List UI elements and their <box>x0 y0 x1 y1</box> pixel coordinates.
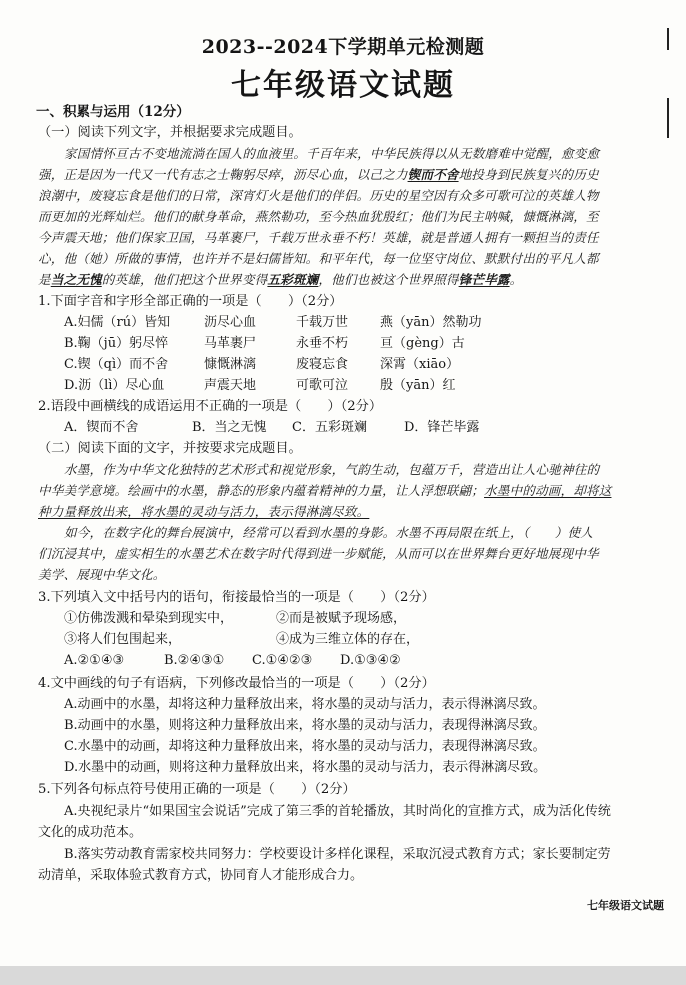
question-4-option: C.水墨中的动画，却将这种力量释放出来，将水墨的灵动与活力，表现得淋漓尽致。 <box>64 739 546 754</box>
section-heading: 一、积累与运用（12分） <box>36 104 190 120</box>
question-1-stem: 1.下面字音和字形全部正确的一项是（ ）（2分） <box>38 294 343 309</box>
question-4-option: B.动画中的水墨，则将这种力量释放出来，将水墨的灵动与活力，表现得淋漓尽致。 <box>64 718 546 733</box>
passage-line: 家国情怀亘古不变地流淌在国人的血液里。千百年来，中华民族得以从无数磨难中觉醒，愈变愈 <box>64 146 600 161</box>
underlined-idiom: 五彩斑斓 <box>267 272 319 287</box>
exam-page: 2023--2024下学期单元检测题 七年级语文试题 一、积累与运用（12分） （一）阅读下列文字，并根据要求完成题目。 家国情怀亘古不变地流淌在国人的血液里。千百年来，中华民族得以从无数磨难中觉醒，愈变愈 强，正是因为一代又一代有志之士鞠躬尽瘁，沥尽心血，以己之力锲而不舍地投身到民族复兴的历史 浪潮中，废寝忘食是他们的日常，深宵灯火是他们的伴侣。历史的星空因有众多可歌可泣的英雄人物 而更加的光辉灿烂。他们的献身革命，燕然勒功，至今热血犹殷红；他们为民主呐喊，慷慨淋漓，至 今声震天地；他们保家卫国，马革裹尸，千载万世永垂不朽！英雄，就是普通人拥有一颗担当的责任 心，他（她）所做的事情，也许并不是妇儒皆知。和平年代，每一位坚守岗位、默默付出的平凡人都 是当之无愧的英雄，他们把这个世界变得五彩斑斓，他们也被这个世界照得锋芒毕露。 1.下面字音和字形全部正确的一项是（ ）（2分） A.妇儒（rú）皆知 沥尽心血 千载万世 燕（yān）然勒功 B.鞠（jū）躬尽悴 马革裹尸 永垂不朽 亘（gèng）古 C.锲（qì）而不舍 慷慨淋漓 废寝忘食 深霄（xiāo） D.沥（lì）尽心血 声震天地 可歌可泣 殷（yān）红 2.语段中画横线的成语运用不正确的一项是（ ）（2分） A．锲而不舍 B．当之无愧 C．五彩斑斓 D．锋芒毕露 （二）阅读下面的文字，并按要求完成题目。 水墨，作为中华文化独特的艺术形式和视觉形象，气韵生动，包蕴万千，营造出让人心驰神往的 中华美学意境。绘画中的水墨，静态的形象内蕴着精神的力量，让人浮想联翩；水墨中的动画，却将这 种力量释放出来，将水墨的灵动与活力，表示得淋漓尽致。 如今，在数字化的舞台展演中，经常可以看到水墨的身影。水墨不再局限在纸上，（ ）使人 们沉浸其中，虚实相生的水墨艺术在数字时代得到进一步赋能，从而可以在世界舞台更好地展现中华 美学、展现中华文化。 3.下列填入文中括号内的语句，衔接最恰当的一项是（ ）（2分） ①仿佛泼溅和晕染到现实中， ②而是被赋予现场感， ③将人们包围起来， ④成为三维立体的存在， A.②①④③ B.②④③① C.①④②③ D.①③④② 4.文中画线的句子有语病，下列修改最恰当的一项是（ ）（2分） A.动画中的水墨，却将这种力量释放出来，将水墨的灵动与活力，表示得淋漓尽致。 B.动画中的水墨，则将这种力量释放出来，将水墨的灵动与活力，表现得淋漓尽致。 C.水墨中的动画，却将这种力量释放出来，将水墨的灵动与活力，表现得淋漓尽致。 D.水墨中的动画，则将这种力量释放出来，将水墨的灵动与活力，表示得淋漓尽致。 5.下列各句标点符号使用正确的一项是（ ）（2分） A.央视纪录片“如果国宝会说话”完成了第三季的首轮播放，其时尚化的宣推方式，成为活化传统 文化的成功范本。 B.落实劳动教育需家校共同努力：学校要设计多样化课程，采取沉浸式教育方式；家长要制定劳 动清单，采取体验式教育方式，协同育人才能形成合力。 七年级语文试题 <box>0 0 686 966</box>
passage-line <box>38 503 369 521</box>
passage-line: 而更加的光辉灿烂。他们的献身革命，燕然勒功，至今热血犹殷红；他们为民主呐喊，慷慨淋漓，至 <box>38 209 599 224</box>
passage-line: 是当之无愧的英雄，他们把这个世界变得五彩斑斓，他们也被这个世界照得锋芒毕露。 <box>38 272 523 287</box>
question-5-option-b: B.落实劳动教育需家校共同努力：学校要设计多样化课程，采取沉浸式教育方式；家长要制定劳 <box>64 847 611 862</box>
question-5-option-a: A.央视纪录片“如果国宝会说话”完成了第三季的首轮播放，其时尚化的宣推方式，成为活化传统 <box>64 804 611 819</box>
question-5-stem: 5.下列各句标点符号使用正确的一项是（ ）（2分） <box>38 782 356 797</box>
passage-line: 美学、展现中华文化。 <box>38 567 166 582</box>
underlined-idiom: 当之无愧 <box>50 272 102 287</box>
underlined-idiom: 锲而不舍 <box>407 167 459 182</box>
question-2-stem: 2.语段中画横线的成语运用不正确的一项是（ ）（2分） <box>38 399 383 414</box>
passage-line: 强，正是因为一代又一代有志之士鞠躬尽瘁，沥尽心血，以己之力锲而不舍地投身到民族复兴的历史 <box>38 167 599 182</box>
underlined-idiom: 锋芒毕露 <box>458 272 510 287</box>
passage-line: 们沉浸其中，虚实相生的水墨艺术在数字时代得到进一步赋能，从而可以在世界舞台更好地展现中华 <box>38 546 599 561</box>
exam-series-title: 2023--2024下学期单元检测题 <box>201 36 485 58</box>
question-5-option-a-cont: 文化的成功范本。 <box>38 825 143 840</box>
passage-line: 水墨，作为中华文化独特的艺术形式和视觉形象，气韵生动，包蕴万千，营造出让人心驰神往的 <box>64 462 600 477</box>
part1-heading: （一）阅读下列文字，并根据要求完成题目。 <box>38 125 302 140</box>
scan-edge-mark <box>667 98 669 138</box>
question-4-option: A.动画中的水墨，却将这种力量释放出来，将水墨的灵动与活力，表示得淋漓尽致。 <box>64 697 546 712</box>
passage-line: 中华美学意境。绘画中的水墨，静态的形象内蕴着精神的力量，让人浮想联翩；水墨中的动画，却将这 <box>38 483 612 498</box>
question-3-stem: 3.下列填入文中括号内的语句，衔接最恰当的一项是（ ）（2分） <box>38 590 435 605</box>
page-bottom-border <box>0 966 686 985</box>
passage-line: 浪潮中，废寝忘食是他们的日常，深宵灯火是他们的伴侣。历史的星空因有众多可歌可泣的英雄人物 <box>38 188 599 203</box>
passage-line: 如今，在数字化的舞台展演中，经常可以看到水墨的身影。水墨不再局限在纸上，（ ）使人 <box>64 525 593 540</box>
question-5-option-b-cont: 动清单，采取体验式教育方式，协同育人才能形成合力。 <box>38 868 364 883</box>
passage-line: 今声震天地；他们保家卫国，马革裹尸，千载万世永垂不朽！英雄，就是普通人拥有一颗担当的责任 <box>38 230 599 245</box>
underlined-sentence: 种力量释放出来，将水墨的灵动与活力，表示得淋漓尽致。 <box>38 504 370 519</box>
passage-line: 心，他（她）所做的事情，也许并不是妇儒皆知。和平年代，每一位坚守岗位、默默付出的平凡人都 <box>38 251 599 266</box>
underlined-sentence: 水墨中的动画，却将这 <box>484 483 612 498</box>
part2-heading: （二）阅读下面的文字，并按要求完成题目。 <box>38 441 302 456</box>
page-footer: 七年级语文试题 <box>587 899 664 912</box>
question-4-option: D.水墨中的动画，则将这种力量释放出来，将水墨的灵动与活力，表示得淋漓尽致。 <box>64 760 547 775</box>
question-4-stem: 4.文中画线的句子有语病，下列修改最恰当的一项是（ ）（2分） <box>38 676 435 691</box>
exam-title: 七年级语文试题 <box>231 68 455 103</box>
